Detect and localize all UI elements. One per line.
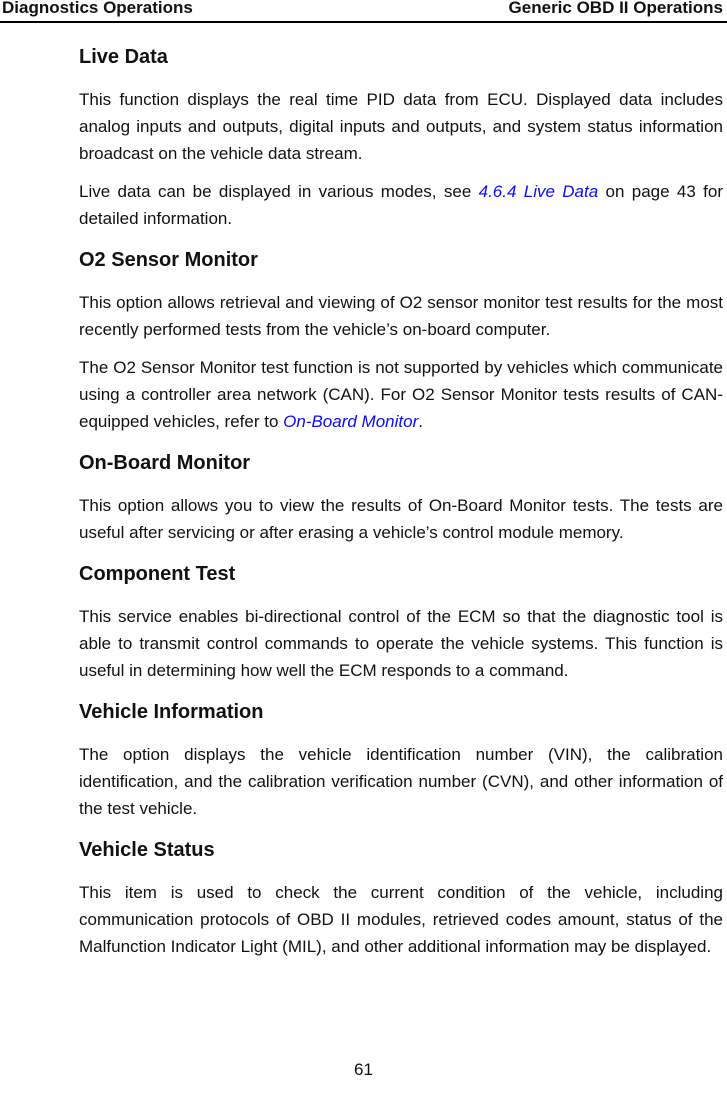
paragraph-text: .	[418, 412, 423, 431]
paragraph	[79, 879, 723, 960]
page-number: 61	[354, 1060, 373, 1079]
cross-reference-link[interactable]: 4.6.4 Live Data	[478, 182, 599, 201]
paragraph-text: on page 43 for detailed information.	[79, 182, 723, 228]
paragraph-text: The O2 Sensor Monitor test function is not supported by vehicles which communicate using a controller area network (CAN). For O2 Sensor Monitor tests results of CAN-equipped vehicles, refer to	[79, 358, 723, 431]
paragraph	[79, 741, 723, 822]
paragraph	[79, 289, 723, 343]
paragraph-text: This service enables bi-directional control of the ECM so that the diagnostic tool is able to transmit control commands to operate the vehicle systems. This function is useful in determining how well the ECM responds to a command.	[79, 607, 723, 680]
cross-reference-link[interactable]: On-Board Monitor	[283, 412, 419, 431]
paragraph	[79, 354, 723, 435]
header-chapter: Diagnostics Operations	[2, 0, 193, 17]
page-content	[79, 44, 723, 971]
section-heading: Live Data	[79, 46, 168, 68]
paragraph-text: This option allows you to view the results of On-Board Monitor tests. The tests are useful after servicing or after erasing a vehicle’s control module memory.	[79, 496, 723, 542]
section-heading: Component Test	[79, 563, 236, 585]
header-section: Generic OBD II Operations	[508, 0, 723, 17]
paragraph	[79, 603, 723, 684]
paragraph-text: This item is used to check the current condition of the vehicle, including communication protocols of OBD II modules, retrieved codes amount, status of the Malfunction Indicator Light (MIL), and other additional information may be displayed.	[79, 883, 723, 956]
paragraph	[79, 178, 723, 232]
paragraph-text: This function displays the real time PID data from ECU. Displayed data includes analog inputs and outputs, digital inputs and outputs, and system status information broadcast on the vehicle data stream.	[79, 90, 723, 163]
paragraph-text: Live data can be displayed in various modes, see	[79, 182, 479, 201]
section-heading: Vehicle Information	[79, 701, 264, 723]
paragraph	[79, 86, 723, 167]
section-heading: Vehicle Status	[79, 839, 215, 861]
paragraph-text: This option allows retrieval and viewing of O2 sensor monitor test results for the most recently performed tests from the vehicle’s on-board computer.	[79, 293, 723, 339]
section-heading: O2 Sensor Monitor	[79, 249, 258, 271]
page-header	[0, 0, 727, 23]
section-heading: On-Board Monitor	[79, 452, 251, 474]
paragraph	[79, 492, 723, 546]
paragraph-text: The option displays the vehicle identification number (VIN), the calibration identification, and the calibration verification number (CVN), and other information of the test vehicle.	[79, 745, 723, 818]
